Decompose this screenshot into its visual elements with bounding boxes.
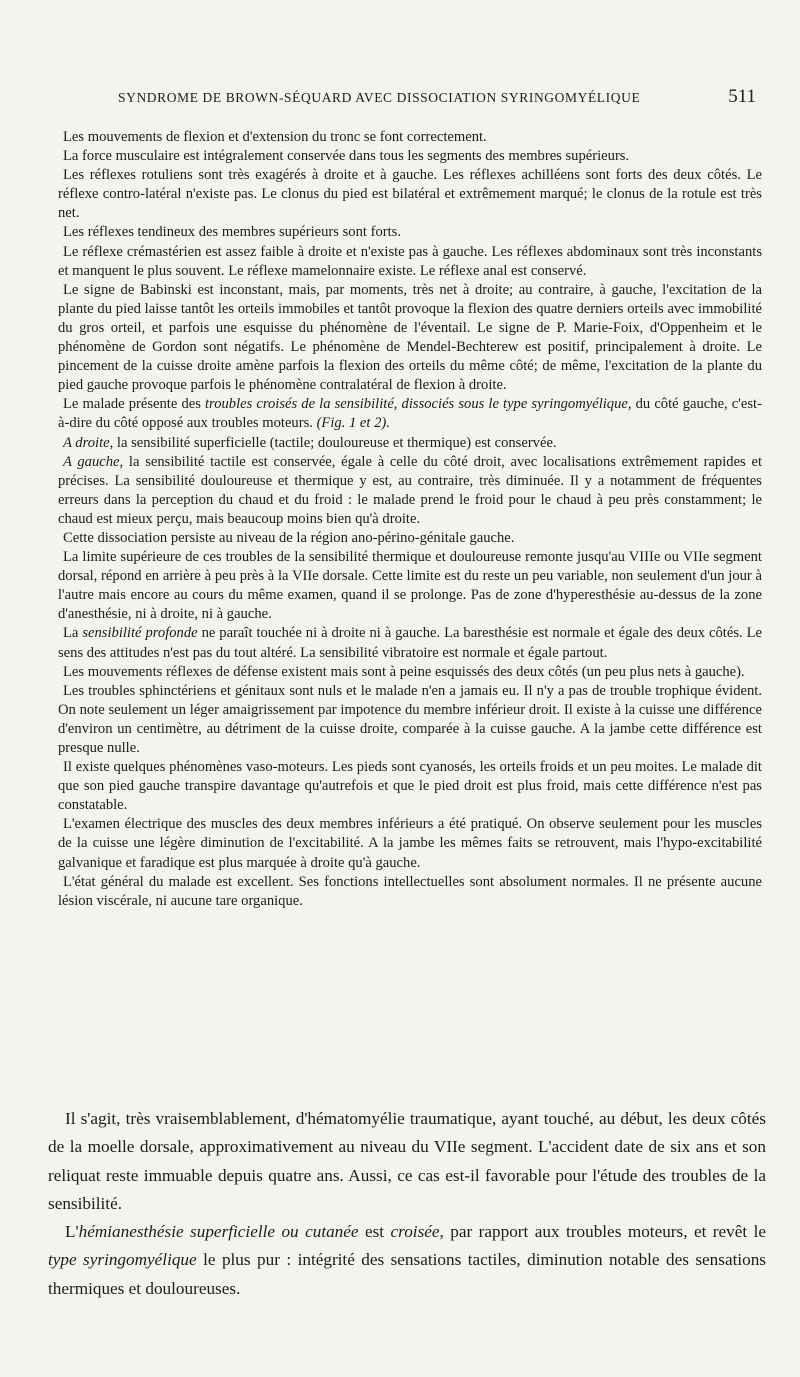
paragraph: L'état général du malade est excellent. Ses fonctions intellectuelles sont absolument normales. Il ne présente aucune lésion viscérale, ni aucune tare organique. [58,873,762,909]
paragraph [48,1218,766,1303]
text-run: du côté gauche, c'est-à-dire du côté opposé aux troubles moteurs. [58,396,762,432]
paragraph [58,453,762,529]
text-run: est [358,1222,391,1242]
figure-reference: (Fig. 1 et 2). [316,415,390,432]
italic-run: A gauche, [63,453,124,470]
paragraph: Le signe de Babinski est inconstant, mais, par moments, très net à droite; au contraire, à gauche, l'excitation de la plante du pied laisse tantôt les orteils immobiles et tantôt provoque la flexion des quatre derniers orteils avec immobilité du gros orteil, et parfois une esquisse du phénomène de l'éventail. Le signe de P. Marie-Foix, d'Oppenheim et le phénomène de Gordon sont négatifs. Le phénomène de Mendel-Bechterew est positif, principalement à droite. Le pincement de la cuisse droite amène parfois la flexion des orteils du même côté; de même, l'excitation de la plante du pied gauche provoque parfois le phénomène contralatéral de flexion à droite. [58,281,762,394]
text-run: Le malade présente des [63,396,205,413]
text-run: la sensibilité superficielle (tactile; douloureuse et thermique) est conservée. [113,434,557,451]
paragraph: Il s'agit, très vraisemblablement, d'hématomyélie traumatique, ayant touché, au début, les deux côtés de la moelle dorsale, approximativement au niveau du VIIe segment. L'accident date de six ans et son reliquat reste immuable depuis quatre ans. Aussi, ce cas est-il favorable pour l'étude des troubles de la sensibilité. [48,1109,766,1213]
italic-run: type syringomyélique [48,1250,197,1270]
paragraph: Il existe quelques phénomènes vaso-moteurs. Les pieds sont cyanosés, les orteils froids et un peu moites. Le malade dit que son pied gauche transpire davantage qu'autrefois et que le pied droit est plus froid, mais cette différence n'est pas constatable. [58,759,762,814]
italic-run: croisée [390,1222,440,1242]
italic-run: hémianesthésie superficielle ou cutanée [78,1222,359,1242]
text-run: ne paraît touchée ni à droite ni à gauche. La baresthésie est normale et égale des deux côtés. Le sens des attitudes n'est pas du tout altéré. La sensibilité vibratoire est normale et égale partout. [58,625,762,661]
paragraph [58,434,762,453]
discussion-text [48,1105,766,1303]
running-title: SYNDROME DE BROWN-SÉQUARD AVEC DISSOCIATION SYRINGOMYÉLIQUE [118,90,641,105]
text-run: L' [65,1222,79,1242]
paragraph: Cette dissociation persiste au niveau de la région ano-périno-génitale gauche. [63,529,515,546]
paragraph: Les mouvements de flexion et d'extension du tronc se font correctement. [63,129,487,145]
italic-run: troubles croisés de la sensibilité, dissociés sous le type syringomyélique, [205,396,632,413]
running-header [118,86,756,108]
text-run: La [63,625,83,642]
page-number: 511 [728,86,756,107]
italic-run: sensibilité profonde [82,625,198,642]
paragraph: Les troubles sphinctériens et génitaux sont nuls et le malade n'en a jamais eu. Il n'y a pas de trouble trophique évident. On note seulement un léger amaigrissement par impotence du membre inférieur droit. Il existe à la cuisse une différence d'environ un centimètre, au détriment de la cuisse droite, comparée à la cuisse gauche. A la jambe cette différence est presque nulle. [58,682,762,756]
case-report-text [58,128,762,911]
paragraph: Les réflexes tendineux des membres supérieurs sont forts. [63,224,401,241]
paragraph: Le réflexe crémastérien est assez faible à droite et n'existe pas à gauche. Les réflexes abdominaux sont très inconstants et manquent le plus souvent. Le réflexe mamelonnaire existe. Le réflexe anal est conservé. [58,243,762,279]
paragraph: L'examen électrique des muscles des deux membres inférieurs a été pratiqué. On observe seulement pour les muscles de la cuisse une légère diminution de l'excitabilité. A la jambe les mêmes faits se retrouvent, mais l'hypo-excitabilité galvanique et faradique est plus marquée à droite qu'à gauche. [58,816,762,871]
paragraph: La force musculaire est intégralement conservée dans tous les segments des membres supérieurs. [63,148,630,165]
paragraph [58,395,762,433]
italic-run: A droite, [63,434,114,451]
text-run: le plus pur : intégrité des sensations tactiles, diminution notable des sensations thermiques et douloureuses. [48,1250,766,1298]
paragraph: La limite supérieure de ces troubles de la sensibilité thermique et douloureuse remonte jusqu'au VIIIe ou VIIe segment dorsal, répond en arrière à peu près à la VIIe dorsale. Cette limite est du reste un peu variable, non seulement d'un jour à l'autre mais encore au cours du même examen, quand il se prolonge. Pas de zone d'hyperesthésie au-dessus de la zone d'anesthésie, ni à droite, ni à gauche. [58,549,762,623]
paragraph: Les réflexes rotuliens sont très exagérés à droite et à gauche. Les réflexes achilléens sont forts des deux côtés. Le réflexe contro-latéral n'existe pas. Le clonus du pied est bilatéral et extrêmement marqué; le clonus de la rotule est très net. [58,167,762,222]
paragraph [58,624,762,662]
paragraph: Les mouvements réflexes de défense existent mais sont à peine esquissés des deux côtés (un peu plus nets à gauche). [63,663,745,680]
text-run: la sensibilité tactile est conservée, égale à celle du côté droit, avec localisations extrêmement rapides et précises. La sensibilité douloureuse et thermique y est, au contraire, très diminuée. Il y a notamment de fréquentes erreurs dans la perception du chaud et du froid : le malade prend le froid pour le chaud à peu près constamment; le chaud est mieux perçu, mais beaucoup moins bien qu'à droite. [58,453,762,527]
text-run: , par rapport aux troubles moteurs, et revêt le [439,1222,766,1242]
